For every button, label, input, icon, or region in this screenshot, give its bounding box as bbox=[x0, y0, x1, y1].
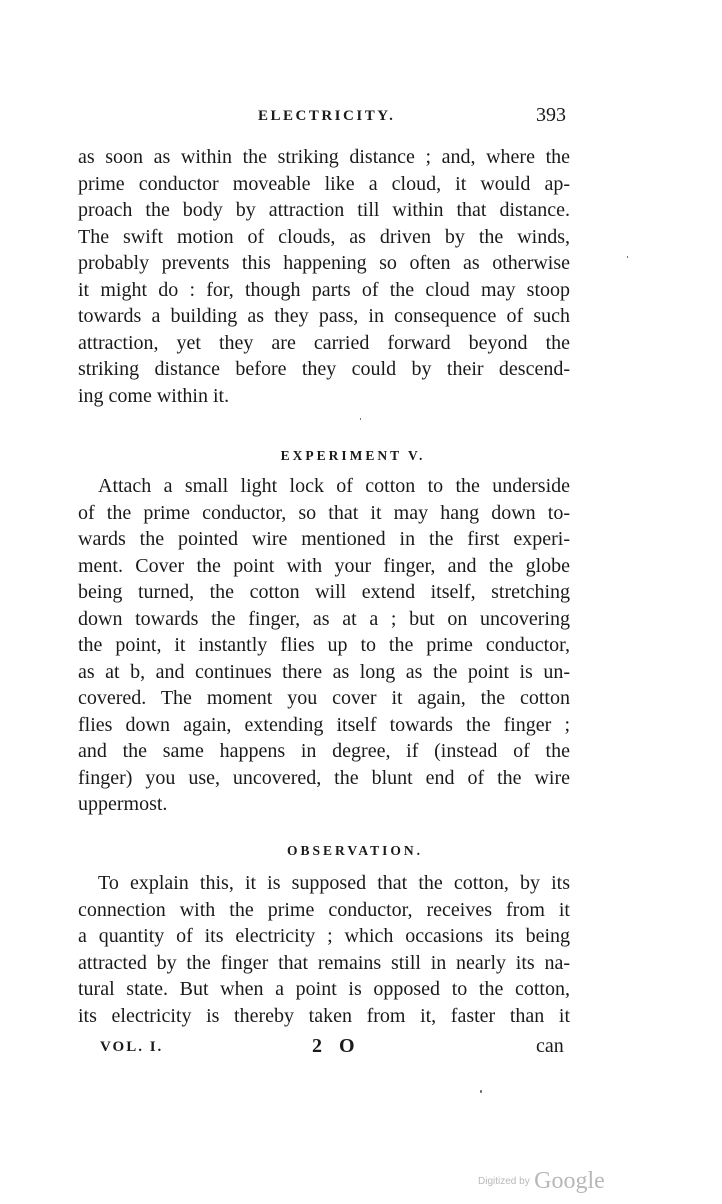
paragraph-3 bbox=[78, 870, 570, 1029]
text-line: it might do : for, though parts of the cloud may stoop bbox=[78, 278, 570, 301]
paragraph-2 bbox=[78, 473, 570, 818]
paragraph-1 bbox=[78, 144, 570, 409]
text-line: tural state. But when a point is opposed to the cotton, bbox=[78, 978, 570, 1000]
text-line: being turned, the cotton will extend itself, stretching bbox=[78, 581, 570, 603]
section-heading-observation: OBSERVATION. bbox=[287, 843, 423, 858]
section-heading-experiment: EXPERIMENT V. bbox=[280, 448, 426, 463]
text-line: attracted by the finger that remains still in nearly its na- bbox=[78, 951, 570, 974]
text-line: towards a building as they pass, in consequence of such bbox=[78, 305, 570, 327]
running-title: ELECTRICITY. bbox=[258, 108, 396, 124]
text-line: wards the pointed wire mentioned in the first experi- bbox=[78, 528, 570, 550]
text-line: connection with the prime conductor, receives from it bbox=[78, 898, 570, 921]
volume-label: VOL. I. bbox=[100, 1039, 164, 1055]
text-line: the point, it instantly flies up to the prime conductor, bbox=[78, 634, 570, 656]
text-line: proach the body by attraction till within that distance. bbox=[78, 199, 570, 221]
page-header bbox=[0, 104, 722, 134]
text-line: as soon as within the striking distance ; and, where the bbox=[78, 146, 570, 168]
signature-mark: 2 O bbox=[312, 1035, 361, 1057]
catchword: can bbox=[536, 1035, 564, 1057]
text-line: prime conductor moveable like a cloud, it would ap- bbox=[78, 172, 570, 195]
text-line: its electricity is thereby taken from it, faster than it bbox=[78, 1004, 570, 1027]
text-line: striking distance before they could by their descend- bbox=[78, 358, 570, 380]
google-logo: Google bbox=[534, 1168, 605, 1194]
text-line: finger) you use, uncovered, the blunt end of the wire bbox=[78, 766, 570, 789]
text-line: down towards the finger, as at a ; but on uncovering bbox=[78, 607, 570, 630]
text-line: ing come within it. bbox=[78, 384, 230, 407]
ink-speck bbox=[480, 1090, 482, 1093]
ink-speck bbox=[627, 256, 628, 258]
text-line: and the same happens in degree, if (instead of the bbox=[78, 740, 570, 762]
page-footer bbox=[0, 1035, 722, 1065]
text-line: To explain this, it is supposed that the cotton, by its bbox=[98, 872, 570, 894]
text-line: probably prevents this happening so often as otherwise bbox=[78, 252, 570, 274]
text-line: covered. The moment you cover it again, the cotton bbox=[78, 687, 570, 709]
text-line: a quantity of its electricity ; which occasions its being bbox=[78, 925, 570, 947]
ink-speck bbox=[360, 418, 361, 420]
text-line: ment. Cover the point with your finger, and the globe bbox=[78, 554, 570, 577]
watermark-prefix: Digitized by bbox=[478, 1176, 530, 1187]
text-line: of the prime conductor, so that it may hang down to- bbox=[78, 501, 570, 524]
text-line: flies down again, extending itself towards the finger ; bbox=[78, 713, 570, 736]
digitized-watermark bbox=[478, 1168, 605, 1195]
text-line: as at b, and continues there as long as the point is un- bbox=[78, 660, 570, 683]
page-number: 393 bbox=[536, 104, 566, 126]
text-line: The swift motion of clouds, as driven by the winds, bbox=[78, 225, 570, 248]
text-line: attraction, yet they are carried forward beyond the bbox=[78, 331, 570, 354]
text-line: uppermost. bbox=[78, 793, 168, 815]
text-line: Attach a small light lock of cotton to the underside bbox=[98, 475, 570, 497]
